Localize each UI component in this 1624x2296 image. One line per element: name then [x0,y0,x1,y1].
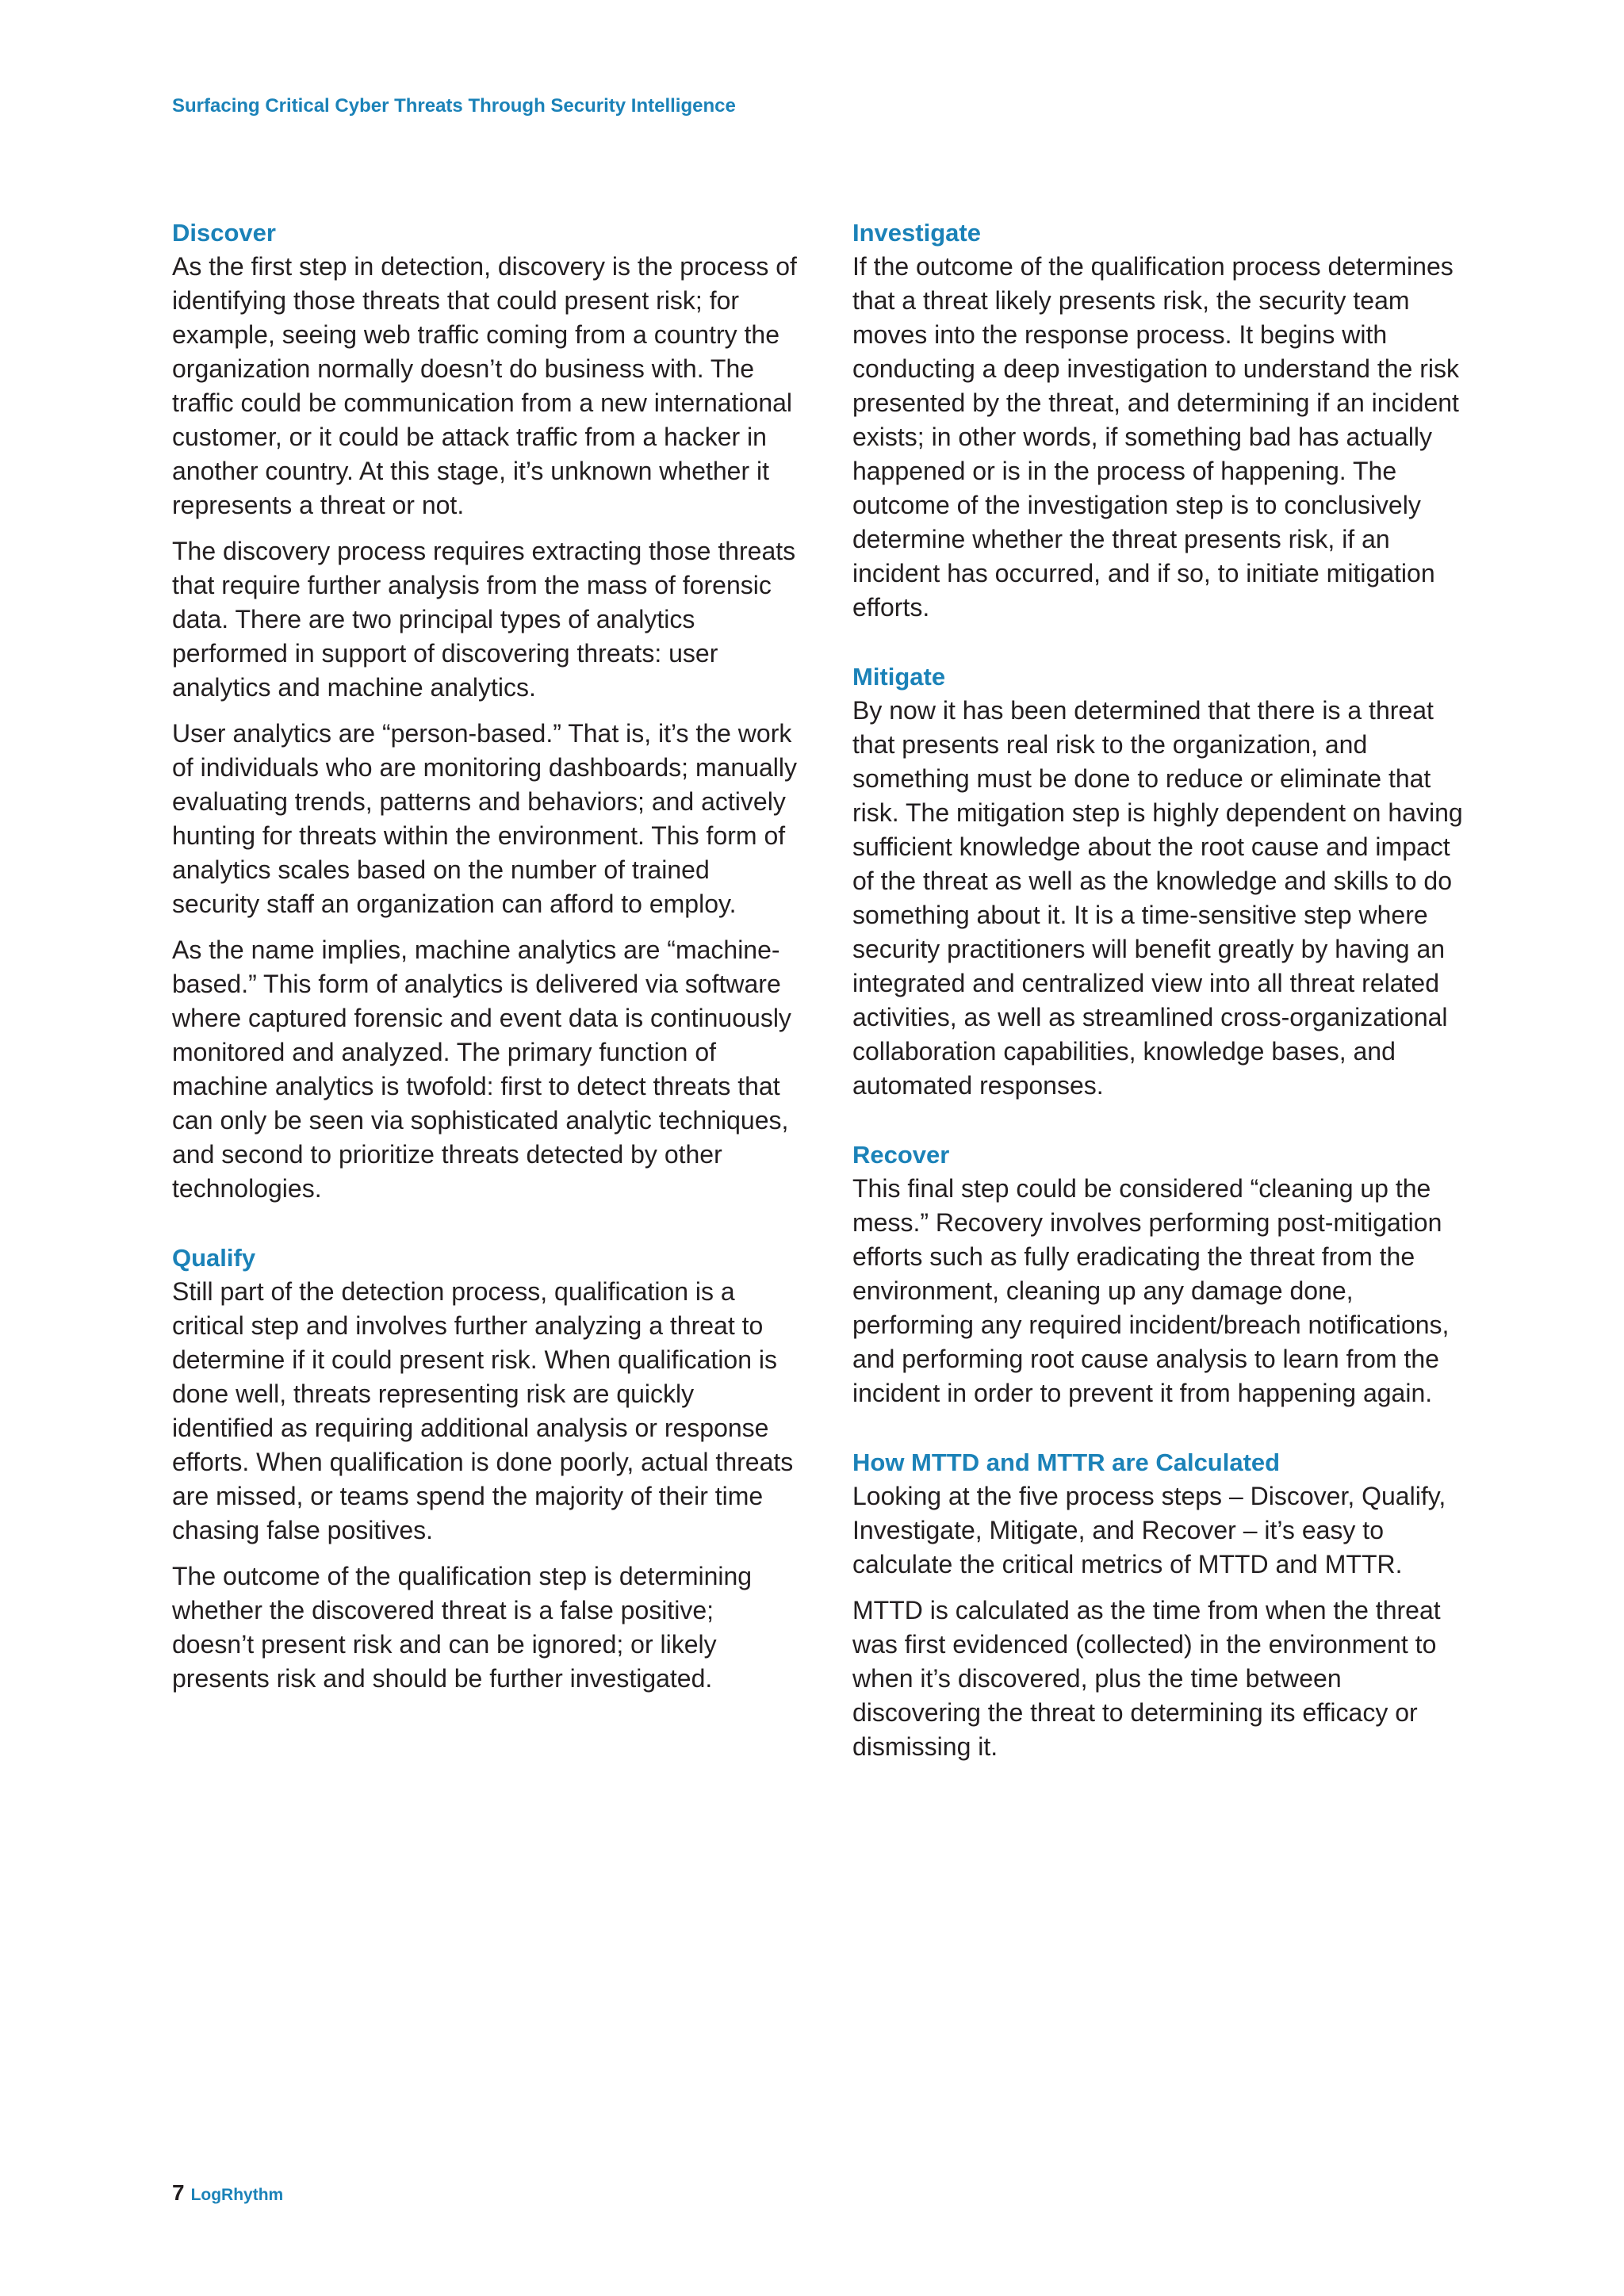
investigate-paragraph: If the outcome of the qualification process determines that a threat likely presents risk, the security team moves into the response process. It begins with conducting a deep investigation to understand the risk presented by the threat, and determining if an incident exists; in other words, if something bad has actually happened or is in the process of happening. The outcome of the investigation step is to conclusively determine whether the threat presents risk, if an incident has occurred, and if so, to initiate mitigation efforts. [852,252,1459,622]
running-header-title: Surfacing Critical Cyber Threats Through Security Intelligence [172,95,736,117]
right-column [852,216,1471,1799]
section-recover [852,1138,1471,1410]
qualify-paragraph: Still part of the detection process, qualification is a critical step and involves further analyzing a threat to determine if it could present risk. When qualification is done well, threats representing risk are quickly identified as requiring additional analysis or response efforts. When qualification is done poorly, actual threats are missed, or teams spend the majority of their time chasing false positives. [172,1277,794,1544]
section-heading-discover: Discover [172,219,276,247]
calculation-paragraph: Looking at the five process steps – Discover, Qualify, Investigate, Mitigate, and Recover – it’s easy to calculate the critical metrics of MTTD and MTTR. [852,1482,1446,1578]
discover-paragraph: The discovery process requires extracting those threats that require further analysis from the mass of forensic data. There are two principal types of analytics performed in support of discovering threats: user analytics and machine analytics. [172,537,796,702]
section-mttd-mttr-calculation [852,1445,1471,1764]
section-qualify [172,1241,799,1696]
section-investigate [852,216,1471,625]
section-heading-investigate: Investigate [852,219,981,247]
section-heading-calculation: How MTTD and MTTR are Calculated [852,1448,1281,1476]
section-heading-recover: Recover [852,1141,950,1169]
recover-paragraph: This final step could be considered “cleaning up the mess.” Recovery involves performing post-mitigation efforts such as fully eradicating the threat from the environment, cleaning up any damage done, performing any required incident/breach notifications, and performing root cause analysis to learn from the incident in order to prevent it from happening again. [852,1174,1450,1407]
section-heading-mitigate: Mitigate [852,663,946,691]
mitigate-paragraph: By now it has been determined that there is a threat that presents real risk to the organization, and something must be done to reduce or eliminate that risk. The mitigation step is highly dependent on having sufficient knowledge about the root cause and impact of the threat as well as the knowledge and skills to do something about it. It is a time-sensitive step where security practitioners will benefit greatly by having an integrated and centralized view into all threat related activities, as well as streamlined cross-organizational collaboration capabilities, knowledge bases, and automated responses. [852,696,1463,1100]
footer-brand: LogRhythm [190,2186,284,2204]
left-column [172,216,799,1731]
section-discover [172,216,799,1206]
qualify-paragraph: The outcome of the qualification step is determining whether the discovered threat is a false positive; doesn’t present risk and can be ignored; or likely presents risk and should be further investigated. [172,1562,753,1693]
section-mitigate [852,660,1471,1103]
discover-paragraph: As the name implies, machine analytics are “machine-based.” This form of analytics is delivered via software where captured forensic and event data is continuously monitored and analyzed. The primary function of machine analytics is twofold: first to detect threats that can only be seen via sophisticated analytic techniques, and second to prioritize threats detected by other technologies. [172,936,791,1203]
page-footer [172,2180,283,2206]
page-number: 7 [172,2180,185,2205]
discover-paragraph: As the first step in detection, discovery is the process of identifying those threats that could present risk; for example, seeing web traffic coming from a country the organization normally doesn’t do business with. The traffic could be communication from a new international customer, or it could be attack traffic from a hacker in another country. At this stage, it’s unknown whether it represents a threat or not. [172,252,797,519]
discover-paragraph: User analytics are “person-based.” That is, it’s the work of individuals who are monitoring dashboards; manually evaluating trends, patterns and behaviors; and actively hunting for threats within the environment. This form of analytics scales based on the number of trained security staff an organization can afford to employ. [172,719,797,918]
section-heading-qualify: Qualify [172,1244,256,1272]
calculation-paragraph: MTTD is calculated as the time from when the threat was first evidenced (collected) in the environment to when it’s discovered, plus the time between discovering the threat to determining its efficacy or dismissing it. [852,1596,1441,1761]
